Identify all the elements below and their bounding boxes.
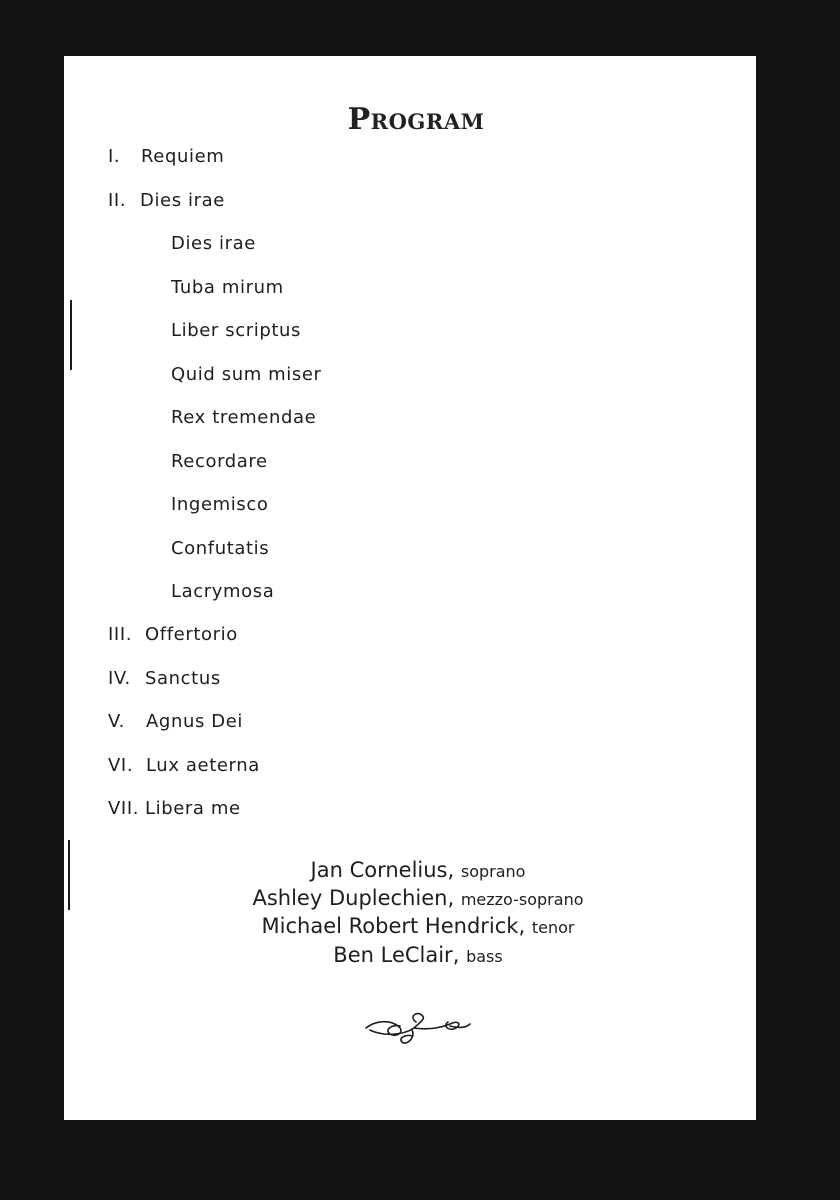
soloist-tenor [0, 914, 836, 938]
dies-irae-section: Ingemisco [171, 494, 269, 515]
dies-irae-section: Lacrymosa [171, 581, 275, 602]
dies-irae-section: Quid sum miser [171, 364, 322, 385]
scan-mark [70, 300, 72, 370]
soloist-name: Ashley Duplechien, [252, 886, 455, 910]
soloist-name: Ben LeClair, [333, 943, 460, 967]
dies-irae-section: Confutatis [171, 538, 270, 559]
soloist-name: Michael Robert Hendrick, [261, 914, 526, 938]
soloist-soprano [0, 858, 836, 882]
movement-title: Offertorio [145, 624, 238, 645]
dies-irae-section: Recordare [171, 451, 268, 472]
movement-numeral: IV. [108, 668, 131, 689]
soloist-name: Jan Cornelius, [310, 858, 455, 882]
movement-5 [108, 711, 243, 732]
movement-4 [108, 668, 221, 689]
movement-3 [108, 624, 238, 645]
soloist-role: tenor [531, 918, 575, 937]
dies-irae-section: Dies irae [171, 233, 256, 254]
dies-irae-section: Tuba mirum [171, 277, 284, 298]
movement-7 [108, 798, 241, 819]
movement-numeral: V. [108, 711, 125, 732]
soloist-role: soprano [460, 862, 526, 881]
movement-numeral: VII. [108, 798, 140, 819]
soloist-mezzo-soprano [0, 886, 836, 910]
movement-title: Libera me [145, 798, 241, 819]
movement-numeral: III. [108, 624, 133, 645]
soloist-role: mezzo-soprano [460, 890, 584, 909]
flourish-ornament-icon [362, 1008, 474, 1050]
soloist-bass [0, 943, 836, 967]
dies-irae-section: Liber scriptus [171, 320, 301, 341]
movement-1 [108, 146, 224, 167]
dies-irae-section: Rex tremendae [171, 407, 317, 428]
movement-2 [108, 190, 225, 211]
movement-title: Sanctus [145, 668, 221, 689]
movement-title: Agnus Dei [146, 711, 243, 732]
movement-numeral: I. [108, 146, 121, 167]
program-title: Program [347, 102, 485, 137]
movement-6 [108, 755, 260, 776]
soloist-role: bass [466, 947, 503, 966]
movement-title: Lux aeterna [146, 755, 260, 776]
movement-title: Dies irae [140, 190, 225, 211]
movement-title: Requiem [141, 146, 225, 167]
movement-numeral: II. [108, 190, 127, 211]
movement-numeral: VI. [108, 755, 134, 776]
